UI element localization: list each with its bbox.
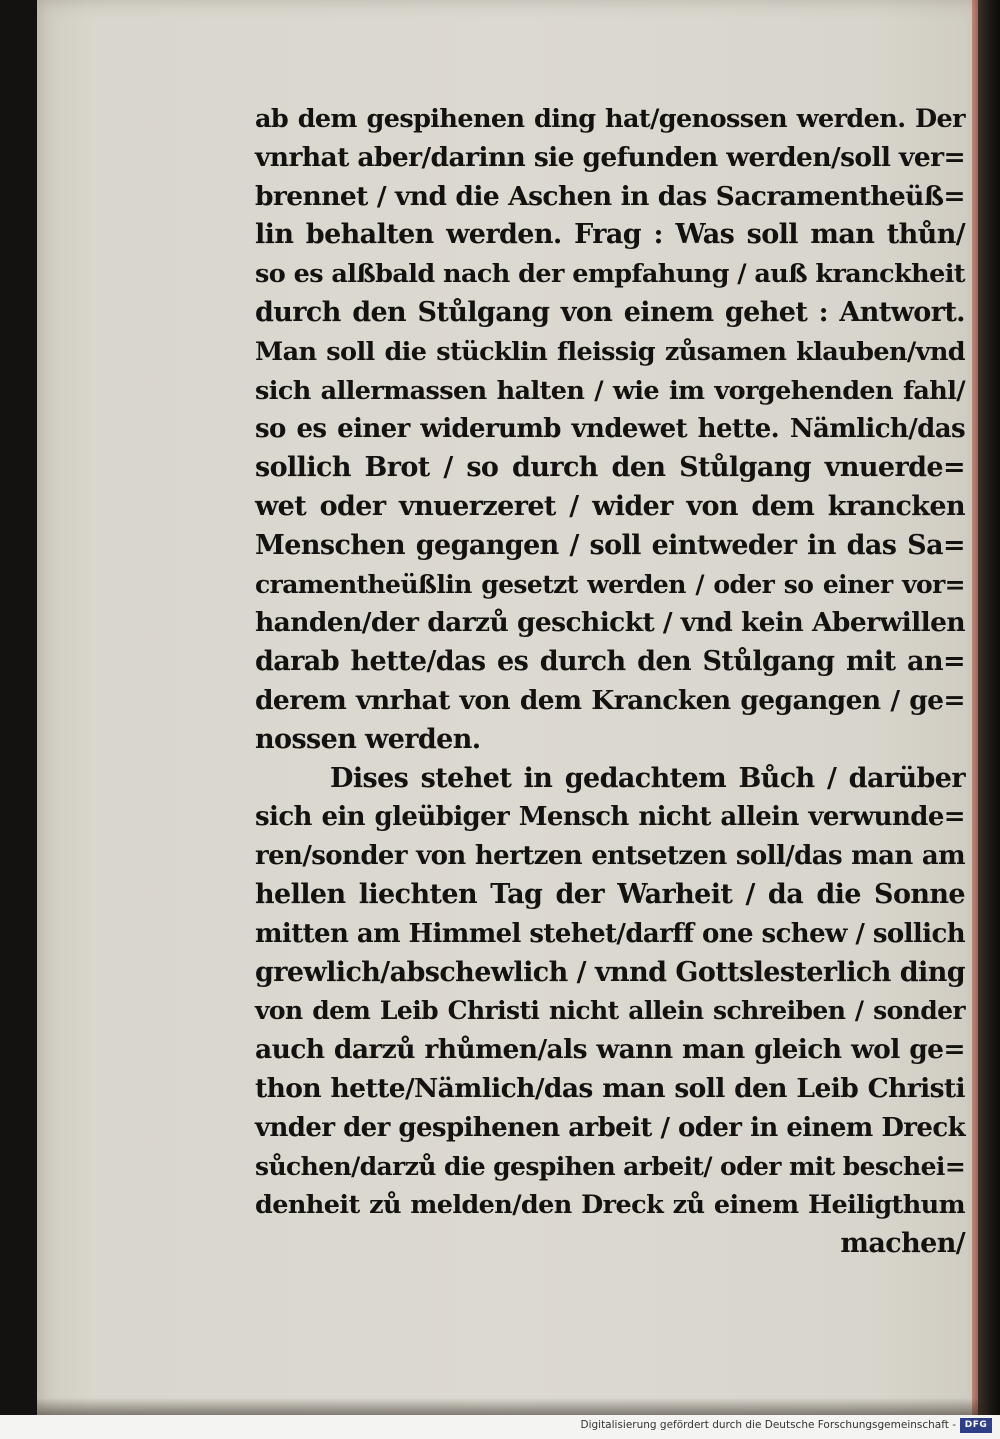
text-line: Man soll die stücklin fleissig zůsamen klauben/vnd: [255, 336, 965, 367]
text-line: nossen werden.: [255, 723, 481, 755]
text-line: sich ein gleübiger Mensch nicht allein verwunde=: [255, 802, 965, 833]
text-line: sollich Brot / so durch den Stůlgang vnuerde=: [255, 452, 965, 484]
text-line: lin behalten werden. Frag : Was soll man thůn/: [255, 219, 965, 251]
text-line: denheit zů melden/den Dreck zů einem Heiligthum: [255, 1190, 965, 1221]
text-line: so es alßbald nach der empfahung / auß kranckheit: [255, 259, 965, 290]
text-line: ab dem gespihenen ding hat/genossen werden. Der: [255, 104, 965, 134]
text-line: brennet / vnd die Aschen in das Sacramentheüß=: [255, 180, 965, 212]
text-line: vnder der gespihenen arbeit / oder in einem Dreck: [255, 1112, 965, 1143]
text-line: auch darzů rhůmen/als wann man gleich wol ge=: [255, 1034, 965, 1066]
dfg-logo: DFG: [960, 1418, 992, 1433]
text-line: thon hette/Nämlich/das man soll den Leib Christi: [255, 1072, 965, 1104]
text-line: handen/der darzů geschickt / vnd kein Aberwillen: [255, 607, 965, 639]
text-line: darab hette/das es durch den Stůlgang mit an=: [255, 646, 965, 678]
body-text: [255, 100, 965, 1264]
text-line: grewlich/abschewlich / vnnd Gottslesterlich ding: [255, 956, 965, 988]
text-line: hellen liechten Tag der Warheit / da die Sonne: [255, 878, 965, 910]
text-line: derem vnrhat von dem Krancken gegangen / ge=: [255, 684, 965, 716]
text-line: sich allermassen halten / wie im vorgehenden fahl/: [255, 375, 965, 406]
binding-shadow: [978, 0, 1000, 1415]
digitization-footer: [0, 1415, 1000, 1439]
text-line: wet oder vnuerzeret / wider von dem krancken: [255, 490, 965, 522]
text-line: sůchen/darzů die gespihen arbeit/ oder mit beschei=: [255, 1151, 966, 1181]
text-line: cramentheüßlin gesetzt werden / oder so einer vor=: [255, 569, 965, 599]
footer-credit: Digitalisierung gefördert durch die Deutsche Forschungsgemeinschaft -: [580, 1419, 956, 1431]
text-line: durch den Stůlgang von einem gehet : Antwort.: [255, 296, 965, 328]
text-line: ren/sonder von hertzen entsetzen soll/das man am: [255, 841, 965, 872]
catchword: machen/: [840, 1228, 965, 1260]
text-line: vnrhat aber/darinn sie gefunden werden/soll ver=: [255, 141, 966, 173]
page-bottom-shadow: [37, 1398, 984, 1415]
text-line: Menschen gegangen / soll eintweder in das Sa=: [255, 529, 965, 561]
text-line: mitten am Himmel stehet/darff one schew / sollich: [255, 918, 965, 949]
paragraph-start-line: Dises stehet in gedachtem Bůch / darüber: [330, 762, 965, 794]
text-line: so es einer widerumb vndewet hette. Nämlich/das: [255, 414, 965, 445]
text-line: von dem Leib Christi nicht allein schreiben / sonder: [255, 996, 965, 1026]
